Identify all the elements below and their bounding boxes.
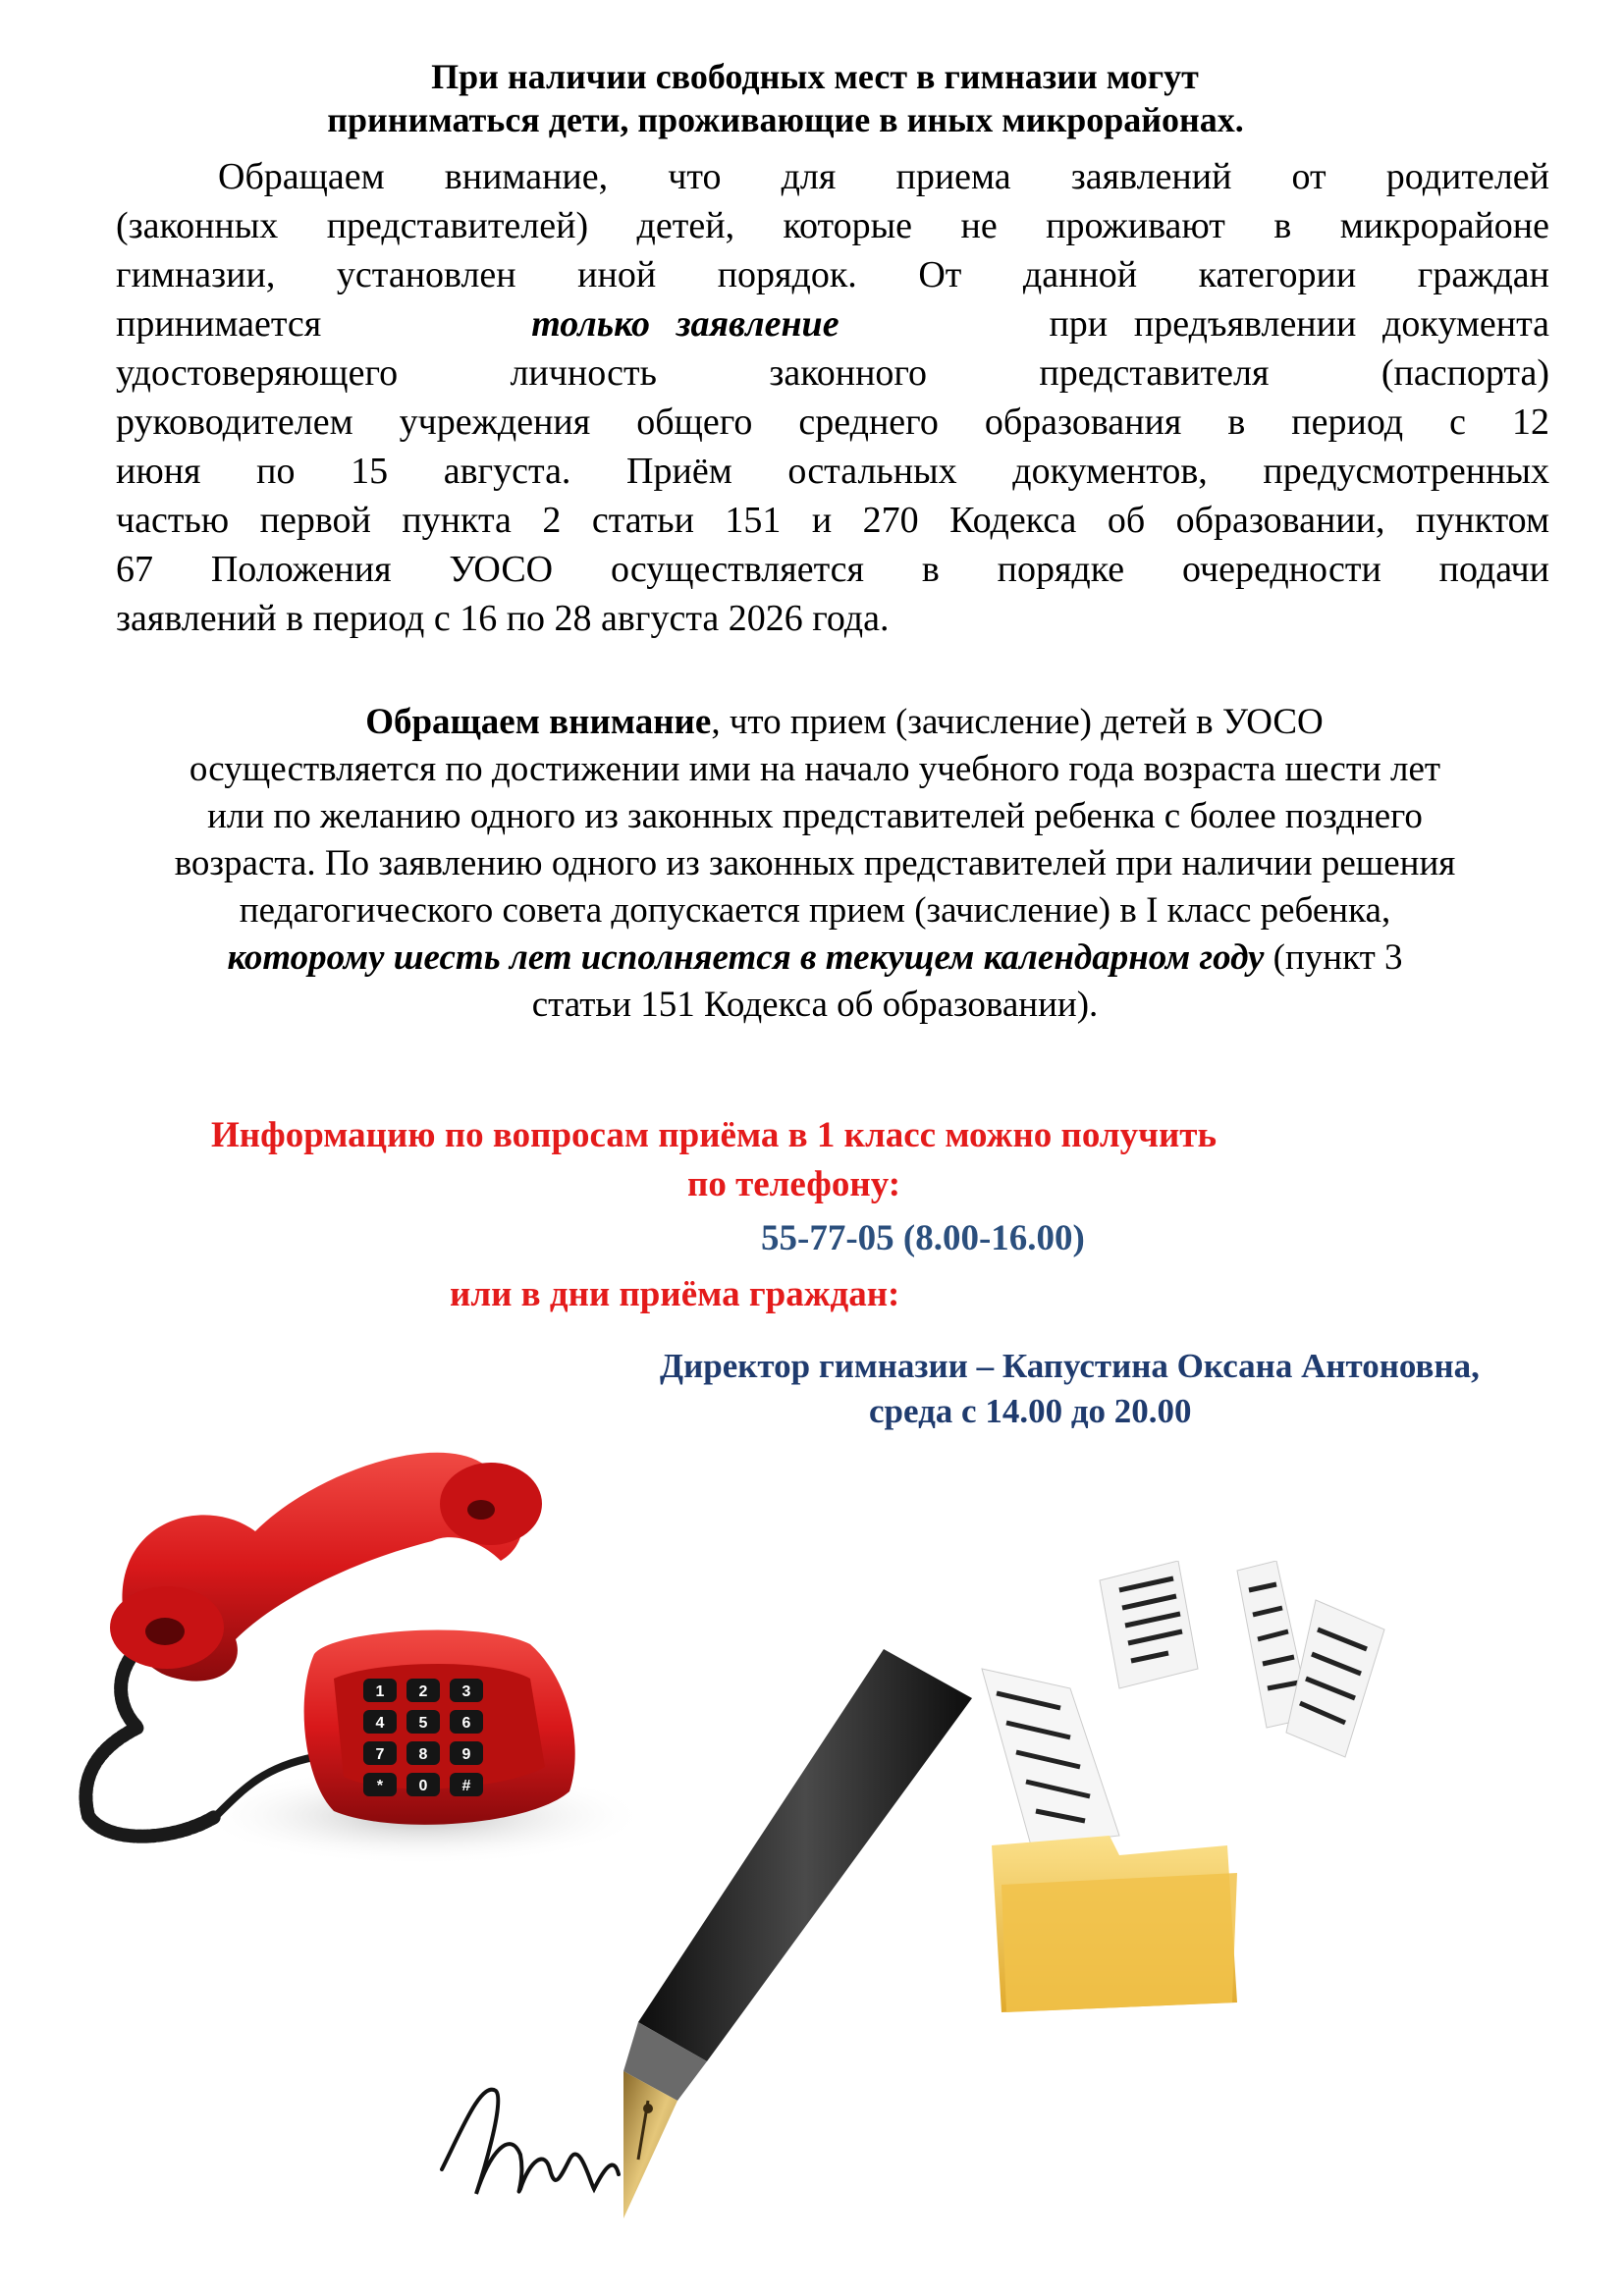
keypad-key-label: 5: [418, 1715, 428, 1732]
paragraph-line: статьи 151 Кодекса об образовании).: [531, 985, 1099, 1025]
paragraph-line: удостоверяющего личность законного представителя (паспорта): [116, 352, 1549, 394]
paragraph-line: осуществляется по достижении ими на начало учебного года возраста шести лет: [189, 749, 1441, 789]
paragraph-text: принимается: [116, 303, 322, 345]
bold-lead: Обращаем внимание: [365, 702, 712, 742]
keypad-key-label: 9: [461, 1746, 471, 1763]
contact-heading-line-3: или в дни приёма граждан:: [450, 1274, 900, 1314]
paragraph-line: гимназии, установлен иной порядок. От данной категории граждан: [116, 254, 1549, 295]
paragraph-line: заявлений в период с 16 по 28 августа 2026 года.: [116, 598, 890, 639]
paragraph-text: , что прием (зачисление) детей в УОСО: [711, 702, 1324, 742]
paragraph-text: при предъявлении документа: [1049, 303, 1549, 345]
keypad-key-label: 6: [461, 1715, 471, 1732]
paragraph-line: [116, 299, 1549, 348]
keypad-key-label: 8: [418, 1746, 428, 1763]
paper-sheet: [982, 1669, 1119, 1845]
paper-sheet: [1286, 1600, 1384, 1757]
heading-line-2: приниматься дети, проживающие в иных микрорайонах.: [327, 100, 1244, 139]
emphasis-six-years: которому шесть лет исполняется в текущем календарном году: [227, 937, 1265, 978]
keypad-key-label: #: [461, 1778, 471, 1794]
paragraph-text: (пункт 3: [1264, 937, 1403, 978]
folder-documents-icon: [972, 1561, 1522, 2012]
paragraph-line: Обращаем внимание, что для приема заявлений от родителей: [218, 156, 1549, 197]
heading-line-1: При наличии свободных мест в гимназии могут: [431, 57, 1199, 96]
director-schedule: среда с 14.00 до 20.00: [869, 1392, 1192, 1430]
keypad-key-label: 4: [375, 1715, 385, 1732]
emphasis-only-application: только заявление: [531, 303, 839, 345]
keypad-key-label: 3: [461, 1683, 471, 1700]
paragraph-line: (законных представителей) детей, которые не проживают в микрорайоне: [116, 205, 1549, 246]
paragraph-line: [79, 699, 1551, 746]
keypad-key-label: 1: [375, 1683, 385, 1700]
signature-icon: [422, 2061, 658, 2218]
paragraph-line: частью первой пункта 2 статьи 151 и 270 Кодекса об образовании, пунктом: [116, 500, 1549, 541]
phone-number: 55-77-05 (8.00-16.00): [761, 1218, 1085, 1258]
keypad-key-label: *: [376, 1778, 384, 1794]
paper-sheet: [1100, 1561, 1198, 1688]
keypad-key-label: 0: [418, 1778, 428, 1794]
paragraph-line: педагогического совета допускается прием (зачисление) в I класс ребенка,: [239, 890, 1391, 931]
keypad-key-label: 7: [375, 1746, 385, 1763]
director-name: Директор гимназии – Капустина Оксана Антоновна,: [660, 1347, 1480, 1385]
paragraph-line: [79, 934, 1551, 982]
paragraph-line: июня по 15 августа. Приём остальных документов, предусмотренных: [116, 451, 1549, 492]
contact-heading-line-1: Информацию по вопросам приёма в 1 класс можно получить: [211, 1115, 1218, 1155]
paragraph-line: руководителем учреждения общего среднего образования в период с 12: [116, 401, 1549, 443]
paragraph-age-notice: [79, 699, 1551, 1029]
paragraph-line: возраста. По заявлению одного из законных представителей при наличии решения: [174, 843, 1456, 883]
paragraph-applications: [116, 152, 1549, 643]
contact-heading-line-2: по телефону:: [687, 1164, 901, 1204]
paragraph-line: или по желанию одного из законных представителей ребенка с более позднего: [207, 796, 1423, 836]
keypad-key-label: 2: [418, 1683, 428, 1700]
paragraph-line: 67 Положения УОСО осуществляется в порядке очередности подачи: [116, 549, 1549, 590]
